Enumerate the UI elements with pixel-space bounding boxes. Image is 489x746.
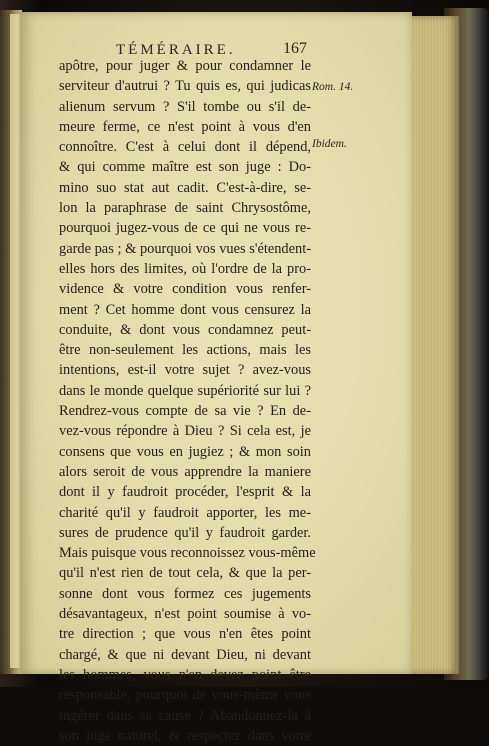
text-line: dans le monde quelque supériorité sur lui ? xyxy=(59,382,311,399)
text-line: alors seroit de vous apprendre la maniere xyxy=(59,463,311,480)
text-line: meure ferme, ce n'est point à vous d'en xyxy=(59,118,311,135)
text-line: mino suo stat aut cadit. C'est-à-dire, se- xyxy=(59,179,311,196)
text-line: elles hors des limites, où l'ordre de la pro- xyxy=(59,260,311,277)
text-line: pourquoi jugez-vous de ce qui ne vous re- xyxy=(59,220,311,237)
text-line: garde pas ; & pourquoi vos vues s'étendent- xyxy=(59,240,311,257)
text-line: connoître. C'est à celui dont il dépend, xyxy=(59,139,311,156)
text-line: ment ? Cet homme dont vous censurez la xyxy=(59,301,311,318)
text-line: vidence & votre condition vous renfer- xyxy=(59,281,311,298)
text-line: tre direction ; que vous n'en êtes point xyxy=(59,626,311,643)
text-line: les hommes, vous n'en devez point être xyxy=(59,666,311,683)
text-line: charité qu'il y faudroit apporter, les me- xyxy=(59,504,311,521)
page-stack-edge xyxy=(405,16,459,674)
margin-note-rom: Rom. 14. xyxy=(312,81,354,93)
page-number: 167 xyxy=(283,40,307,57)
text-line: alienum servum ? S'il tombe ou s'il de- xyxy=(59,98,311,115)
text-line: qu'il n'est rien de tout cela, & que la per- xyxy=(59,565,311,582)
text-line: intentions, est-il votre sujet ? avez-vous xyxy=(59,362,311,379)
text-line: sonne dont vous formez ces jugements xyxy=(59,585,311,602)
text-line: ingérer dans sa cause ? Abandonnez-la à xyxy=(59,707,311,724)
text-line: conduite, & dont vous condamnez peut- xyxy=(59,321,311,338)
text-line: désavantageux, n'est point soumise à vo- xyxy=(59,606,311,623)
text-line: sures de prudence qu'il y faudroit garder. xyxy=(59,524,311,541)
running-head: TÉMÉRAIRE. xyxy=(116,42,236,58)
text-line: lon la paraphrase de saint Chrysostôme, xyxy=(59,200,311,217)
text-line: serviteur d'autrui ? Tu quis es, qui judicas xyxy=(59,78,311,95)
text-line: responsable, pourquoi de vous-même vous xyxy=(59,687,311,704)
text-line: chargé, & que ni devant Dieu, ni devant xyxy=(59,646,311,663)
text-line: & qui comme maître est son juge : Do- xyxy=(59,159,311,176)
text-line: son juge naturel, & respectez dans votre xyxy=(59,727,311,744)
text-line: Rendrez-vous compte de sa vie ? En de- xyxy=(59,403,311,420)
text-line: Mais puisque vous reconnoissez vous-même xyxy=(59,545,316,562)
text-line: dont il y faudroit procéder, l'esprit & la xyxy=(59,484,311,501)
text-line: consens que vous en jugiez ; & mon soin xyxy=(59,443,311,460)
body-text xyxy=(59,56,316,746)
text-line: vez-vous répondre à Dieu ? Si cela est, je xyxy=(59,423,311,440)
margin-note-ibidem: Ibidem. xyxy=(312,138,347,150)
text-line: être non-seulement les actions, mais les xyxy=(59,342,311,359)
text-line: apôtre, pour juger & pour condamner le xyxy=(59,58,311,74)
